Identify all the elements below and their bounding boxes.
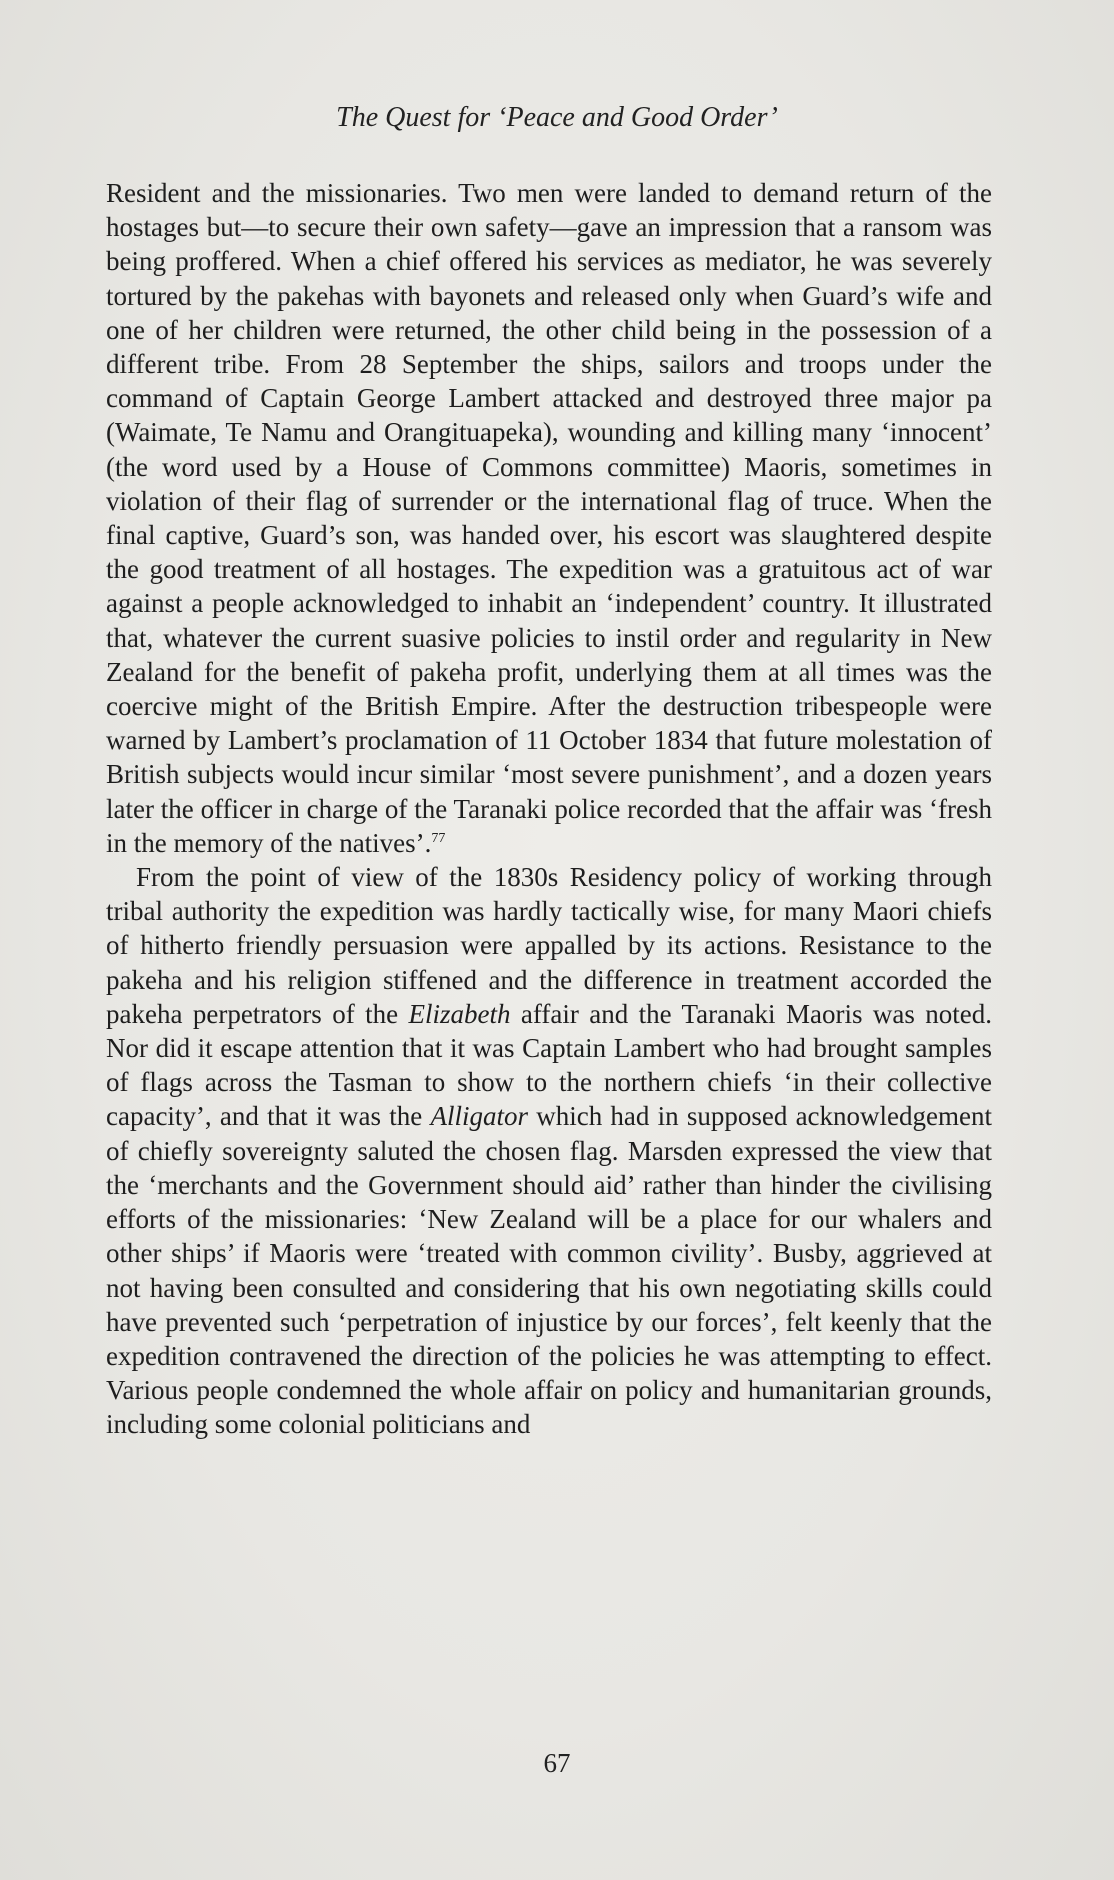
paragraph-2-text-a: From the point of view of the 1830s Residency policy of working through tribal authority the expedition was hardly tactically wise, for many Maori chiefs of hitherto friendly persuasion were appalled by its actions. Resistance to the pakeha and his religion stiffened and the difference in treatment accorded the pakeha perpetrators of the (106, 862, 992, 1029)
ship-name-elizabeth: Elizabeth (408, 998, 511, 1029)
paragraph-2-text-b: affair and the Taranaki Maoris was noted. Nor did it escape attention that it was Captain Lambert who had brought samples of flags across the Tasman to show to the northern chiefs ‘in their collective capacity’, and that it was the (106, 998, 992, 1132)
footnote-marker: 77 (431, 830, 446, 846)
paragraph-1 (106, 176, 992, 860)
paragraph-2 (106, 860, 992, 1441)
paragraph-1-text: Resident and the missionaries. Two men were landed to demand return of the hostages but—to secure their own safety—gave an impression that a ransom was being proffered. When a chief offered his services as mediator, he was severely tortured by the pakehas with bayonets and released only when Guard’s wife and one of her children were returned, the other child being in the possession of a different tribe. From 28 September the ships, sailors and troops under the command of Captain George Lambert attacked and destroyed three major pa (Waimate, Te Namu and Orangituapeka), wounding and killing many ‘innocent’ (the word used by a House of Commons committee) Maoris, sometimes in violation of their flag of surrender or the international flag of truce. When the final captive, Guard’s son, was handed over, his escort was slaughtered despite the good treatment of all hostages. The expedition was a gratuitous act of war against a people acknowledged to inhabit an ‘independent’ country. It illustrated that, whatever the current suasive policies to instil order and regularity in New Zealand for the benefit of pakeha profit, underlying them at all times was the coercive might of the British Empire. After the destruction tribespeople were warned by Lambert’s proclamation of 11 October 1834 that future molestation of British subjects would incur similar ‘most severe punishment’, and a dozen years later the officer in charge of the Taranaki police recorded that the affair was ‘fresh in the memory of the natives’. (106, 178, 992, 858)
ship-name-alligator: Alligator (430, 1101, 528, 1132)
running-head: The Quest for ‘Peace and Good Order’ (336, 102, 778, 133)
paragraph-2-text-c: which had in supposed acknowledgement of chiefly sovereignty saluted the chosen flag. Marsden expressed the view that the ‘merchants and the Government should aid’ rather than hinder the civilising efforts of the missionaries: ‘New Zealand will be a place for our whalers and other ships’ if Maoris were ‘treated with common civility’. Busby, aggrieved at not having been consulted and considering that his own negotiating skills could have prevented such ‘perpetration of injustice by our forces’, felt keenly that the expedition contravened the direction of the policies he was attempting to effect. Various people condemned the whole affair on policy and humanitarian grounds, including some colonial politicians and (106, 1101, 992, 1440)
page-number: 67 (543, 1748, 571, 1778)
body-text (106, 176, 992, 1442)
